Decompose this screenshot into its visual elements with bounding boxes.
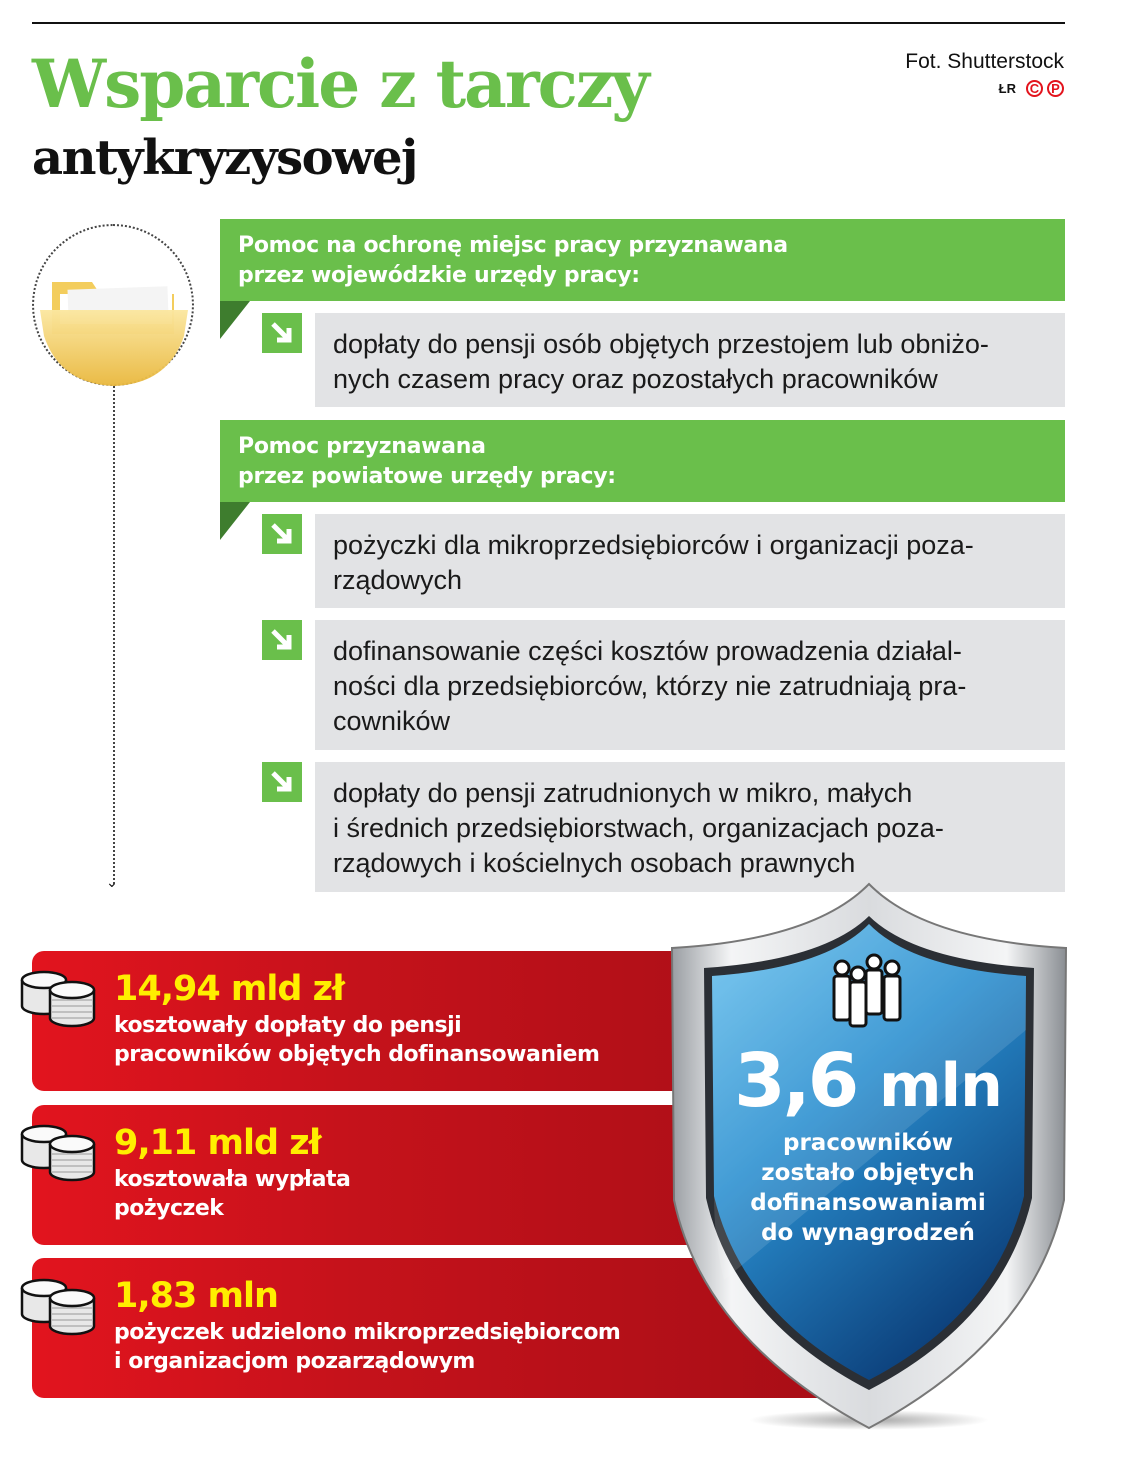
photo-credit: Fot. Shutterstock <box>905 50 1064 73</box>
list-item: dopłaty do pensji zatrudnionych w mikro, małych i średnich przedsiębiorstwach, organizacjach poza- rządowych i kościelnych osobach prawnych <box>315 762 1065 892</box>
stat-value: 9,11 mld zł <box>114 1123 321 1163</box>
coins-icon <box>18 1276 100 1340</box>
arrow-down-right-icon <box>262 514 302 554</box>
shield-stat-value: 3,6 mln <box>734 1038 1002 1124</box>
arrow-down-right-icon <box>262 762 302 802</box>
page-title: Wsparcie z tarczy <box>32 45 648 123</box>
stat-card-salary-subsidies: 14,94 mld zł kosztowały dopłaty do pensji pracowników objętych dofinansowaniem <box>32 951 832 1091</box>
list-item: dopłaty do pensji osób objętych przestojem lub obniżo- nych czasem pracy oraz pozostałych pracowników <box>315 313 1065 407</box>
author-initials: ŁR <box>998 81 1016 96</box>
stat-value: 14,94 mld zł <box>114 969 344 1009</box>
producer-icon: P <box>1047 80 1064 97</box>
folder-icon <box>38 276 190 388</box>
arrow-down-right-icon <box>262 313 302 353</box>
page-subtitle: antykryzysowej <box>32 130 417 186</box>
timeline-line <box>113 386 115 884</box>
shield-stat-desc: pracowników zostało objętych dofinansowaniami do wynagrodzeń <box>750 1130 986 1246</box>
section-header-voivodeship: Pomoc na ochronę miejsc pracy przyznawana przez wojewódzkie urzędy pracy: <box>220 219 1065 301</box>
author-credit <box>999 80 1064 97</box>
section-header-county: Pomoc przyznawana przez powiatowe urzędy pracy: <box>220 420 1065 502</box>
stat-value: 1,83 mln <box>114 1276 278 1316</box>
people-icon <box>826 952 910 1028</box>
copyright-icon: C <box>1026 80 1043 97</box>
stat-card-loans-count: 1,83 mln pożyczek udzielono mikroprzedsiębiorcom i organizacjom pozarządowym <box>32 1258 832 1398</box>
coins-icon <box>18 1122 100 1186</box>
header-fold <box>220 502 250 540</box>
stat-card-loans-cost: 9,11 mld zł kosztowała wypłata pożyczek <box>32 1105 832 1245</box>
coins-icon <box>18 968 100 1032</box>
top-rule <box>32 22 1065 24</box>
arrow-down-right-icon <box>262 620 302 660</box>
chevron-down-icon: ⌄ <box>106 875 118 891</box>
list-item: pożyczki dla mikroprzedsiębiorców i organizacji poza- rządowych <box>315 514 1065 608</box>
list-item: dofinansowanie części kosztów prowadzenia działal- ności dla przedsiębiorców, którzy nie zatrudniają pra- cowników <box>315 620 1065 750</box>
header-fold <box>220 301 250 339</box>
